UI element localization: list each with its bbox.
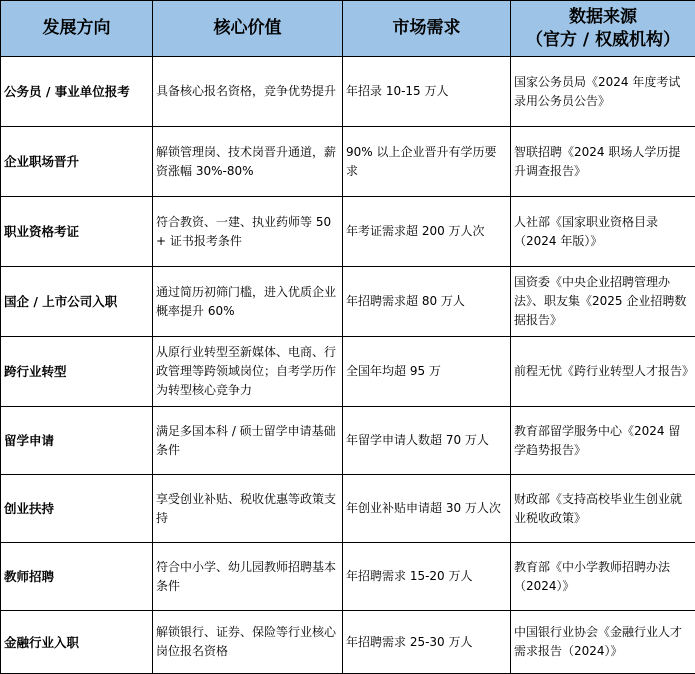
cell-value: 具备核心报名资格，竞争优势提升 [153, 57, 343, 127]
header-source [511, 1, 695, 57]
header-source-line1: 数据来源 [514, 6, 692, 29]
cell-demand: 年招聘需求超 80 万人 [343, 267, 511, 337]
cell-source: 国家公务员局《2024 年度考试录用公务员公告》 [511, 57, 695, 127]
table-row [1, 543, 695, 611]
table-row [1, 475, 695, 543]
cell-value: 通过简历初筛门槛，进入优质企业概率提升 60% [153, 267, 343, 337]
cell-direction: 留学申请 [1, 407, 153, 475]
cell-source: 国资委《中央企业招聘管理办法》、职友集《2025 企业招聘数据报告》 [511, 267, 695, 337]
cell-value: 满足多国本科 / 硕士留学申请基础条件 [153, 407, 343, 475]
cell-source: 人社部《国家职业资格目录（2024 年版）》 [511, 197, 695, 267]
table-row [1, 197, 695, 267]
cell-demand: 年留学申请人数超 70 万人 [343, 407, 511, 475]
cell-source: 教育部《中小学教师招聘办法（2024）》 [511, 543, 695, 611]
header-value: 核心价值 [153, 1, 343, 57]
cell-source: 智联招聘《2024 职场人学历提升调查报告》 [511, 127, 695, 197]
cell-direction: 公务员 / 事业单位报考 [1, 57, 153, 127]
cell-direction: 企业职场晋升 [1, 127, 153, 197]
cell-source: 前程无忧《跨行业转型人才报告》 [511, 337, 695, 407]
table-row [1, 267, 695, 337]
cell-demand: 90% 以上企业晋升有学历要求 [343, 127, 511, 197]
cell-direction: 国企 / 上市公司入职 [1, 267, 153, 337]
table-row [1, 127, 695, 197]
cell-source: 财政部《支持高校毕业生创业就业税收政策》 [511, 475, 695, 543]
cell-value: 解锁管理岗、技术岗晋升通道，薪资涨幅 30%-80% [153, 127, 343, 197]
table-header-row [1, 1, 695, 57]
cell-demand: 年招聘需求 25-30 万人 [343, 611, 511, 674]
cell-demand: 全国年均超 95 万 [343, 337, 511, 407]
table-row [1, 611, 695, 674]
cell-value: 符合中小学、幼儿园教师招聘基本条件 [153, 543, 343, 611]
table-row [1, 57, 695, 127]
cell-source: 教育部留学服务中心《2024 留学趋势报告》 [511, 407, 695, 475]
cell-source: 中国银行业协会《金融行业人才需求报告（2024）》 [511, 611, 695, 674]
cell-demand: 年招聘需求 15-20 万人 [343, 543, 511, 611]
cell-value: 符合教资、一建、执业药师等 50 + 证书报考条件 [153, 197, 343, 267]
cell-direction: 金融行业入职 [1, 611, 153, 674]
cell-direction: 创业扶持 [1, 475, 153, 543]
header-demand: 市场需求 [343, 1, 511, 57]
table-row [1, 407, 695, 475]
cell-value: 享受创业补贴、税收优惠等政策支持 [153, 475, 343, 543]
table-row [1, 337, 695, 407]
cell-direction: 跨行业转型 [1, 337, 153, 407]
cell-demand: 年考证需求超 200 万人次 [343, 197, 511, 267]
cell-direction: 教师招聘 [1, 543, 153, 611]
cell-value: 解锁银行、证券、保险等行业核心岗位报名资格 [153, 611, 343, 674]
header-source-line2: （官方 / 权威机构） [514, 29, 692, 52]
cell-demand: 年招录 10-15 万人 [343, 57, 511, 127]
cell-value: 从原行业转型至新媒体、电商、行政管理等跨领域岗位；自考学历作为转型核心竞争力 [153, 337, 343, 407]
cell-demand: 年创业补贴申请超 30 万人次 [343, 475, 511, 543]
header-direction: 发展方向 [1, 1, 153, 57]
cell-direction: 职业资格考证 [1, 197, 153, 267]
